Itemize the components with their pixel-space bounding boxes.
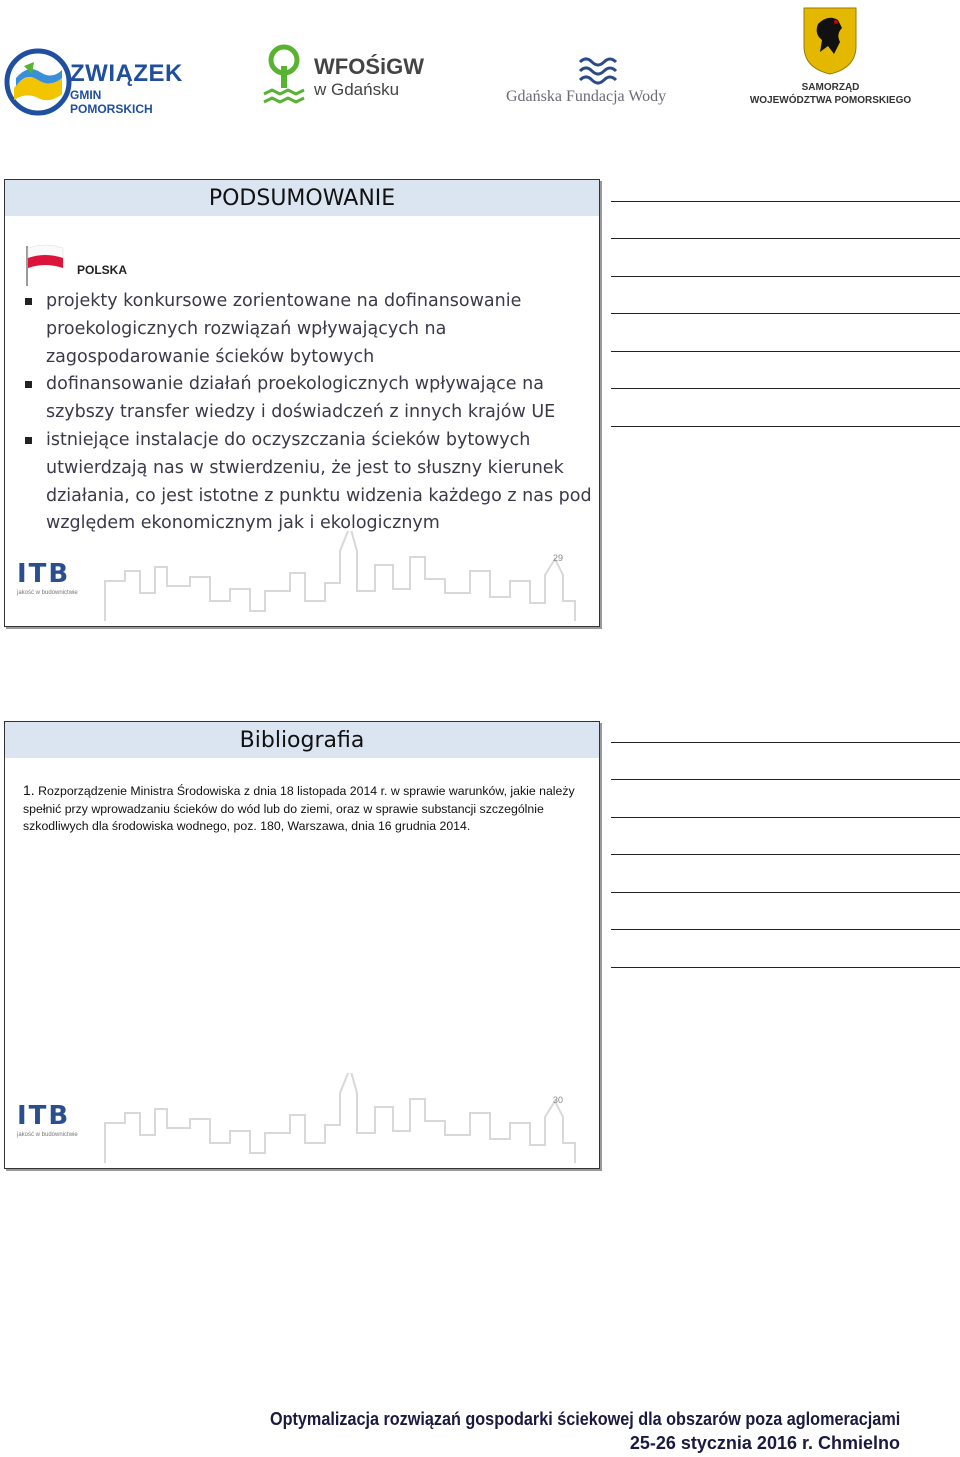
header-logos xyxy=(0,0,960,130)
samorzad-logo xyxy=(748,6,913,110)
wfosigw-logo xyxy=(260,44,440,106)
slide-footer xyxy=(5,1073,599,1168)
footer-title: Optymalizacja rozwiązań gospodarki ściekowej dla obszarów poza aglomeracjami xyxy=(269,1409,900,1429)
wfosigw-subtitle: w Gdańsku xyxy=(314,80,400,99)
slide-title: PODSUMOWANIE xyxy=(5,180,599,216)
slide-bibliografia xyxy=(4,721,600,1169)
page-number: 29 xyxy=(553,553,564,563)
zwiazek-gmin-logo xyxy=(4,48,183,116)
itb-logo-text: ITB xyxy=(17,559,71,589)
itb-logo xyxy=(17,1101,78,1138)
slide-footer xyxy=(5,531,599,626)
city-skyline-watermark xyxy=(5,1073,599,1168)
notes-lines xyxy=(611,164,960,427)
bullet-square-icon xyxy=(25,437,32,444)
itb-logo xyxy=(17,559,78,596)
itb-logo-text: ITB xyxy=(17,1101,71,1131)
poland-flag-icon xyxy=(23,242,67,286)
page-number: 30 xyxy=(553,1095,564,1105)
slide-title: Bibliografia xyxy=(5,722,599,758)
zwiazek-emblem-icon xyxy=(4,48,72,116)
list-item: 1. Rozporządzenie Ministra Środowiska z dnia 18 listopada 2014 r. w sprawie warunków, jakie należy spełnić przy wprowadzaniu ścieków do wód lub do ziemi, oraz w sprawie substancji szczególnie szkodliwych dla środowiska wodnego, poz. 180, Warszawa, dnia 16 grudnia 2014. xyxy=(23,782,575,833)
city-skyline-watermark xyxy=(5,531,599,626)
footer-date: 25-26 stycznia 2016 r. Chmielno xyxy=(629,1433,900,1453)
itb-tagline: jakość w budownictwie xyxy=(17,1132,78,1138)
itb-tagline: jakość w budownictwie xyxy=(17,590,78,596)
samorzad-line1: SAMORZĄD xyxy=(801,82,860,93)
list-item: istniejące instalacje do oczyszczania ścieków bytowych utwierdzają nas w stwierdzeniu, że jest to słuszny kierunek działania, co jest istotne z punktu widzenia każdego z nas pod względem ekonomicznym jak i ekologicznym xyxy=(25,427,595,538)
bullet-square-icon xyxy=(25,381,32,388)
fundacja-wody-logo xyxy=(506,56,696,112)
bullet-square-icon xyxy=(25,298,32,305)
griffin-coat-of-arms-icon xyxy=(802,6,858,76)
samorzad-line2: WOJEWÓDZTWA POMORSKIEGO xyxy=(749,95,912,106)
wfosigw-title: WFOŚiGW xyxy=(314,54,424,79)
tree-icon xyxy=(260,44,308,106)
notes-lines xyxy=(611,705,960,968)
bibliography-list xyxy=(23,782,593,836)
waves-icon xyxy=(578,56,618,86)
country-label: POLSKA xyxy=(77,263,128,277)
bullet-list xyxy=(25,288,595,538)
fundacja-title: Gdańska Fundacja Wody xyxy=(506,88,667,105)
list-item: dofinansowanie działań proekologicznych wpływające na szybszy transfer wiedzy i doświadczeń z innych krajów UE xyxy=(25,371,595,427)
slide-podsumowanie xyxy=(4,179,600,627)
zwiazek-subtitle: GMIN POMORSKICH xyxy=(70,88,153,116)
zwiazek-title: ZWIĄZEK xyxy=(70,60,183,87)
list-item: projekty konkursowe zorientowane na dofinansowanie proekologicznych rozwiązań wpływających na zagospodarowanie ścieków bytowych xyxy=(25,288,595,371)
